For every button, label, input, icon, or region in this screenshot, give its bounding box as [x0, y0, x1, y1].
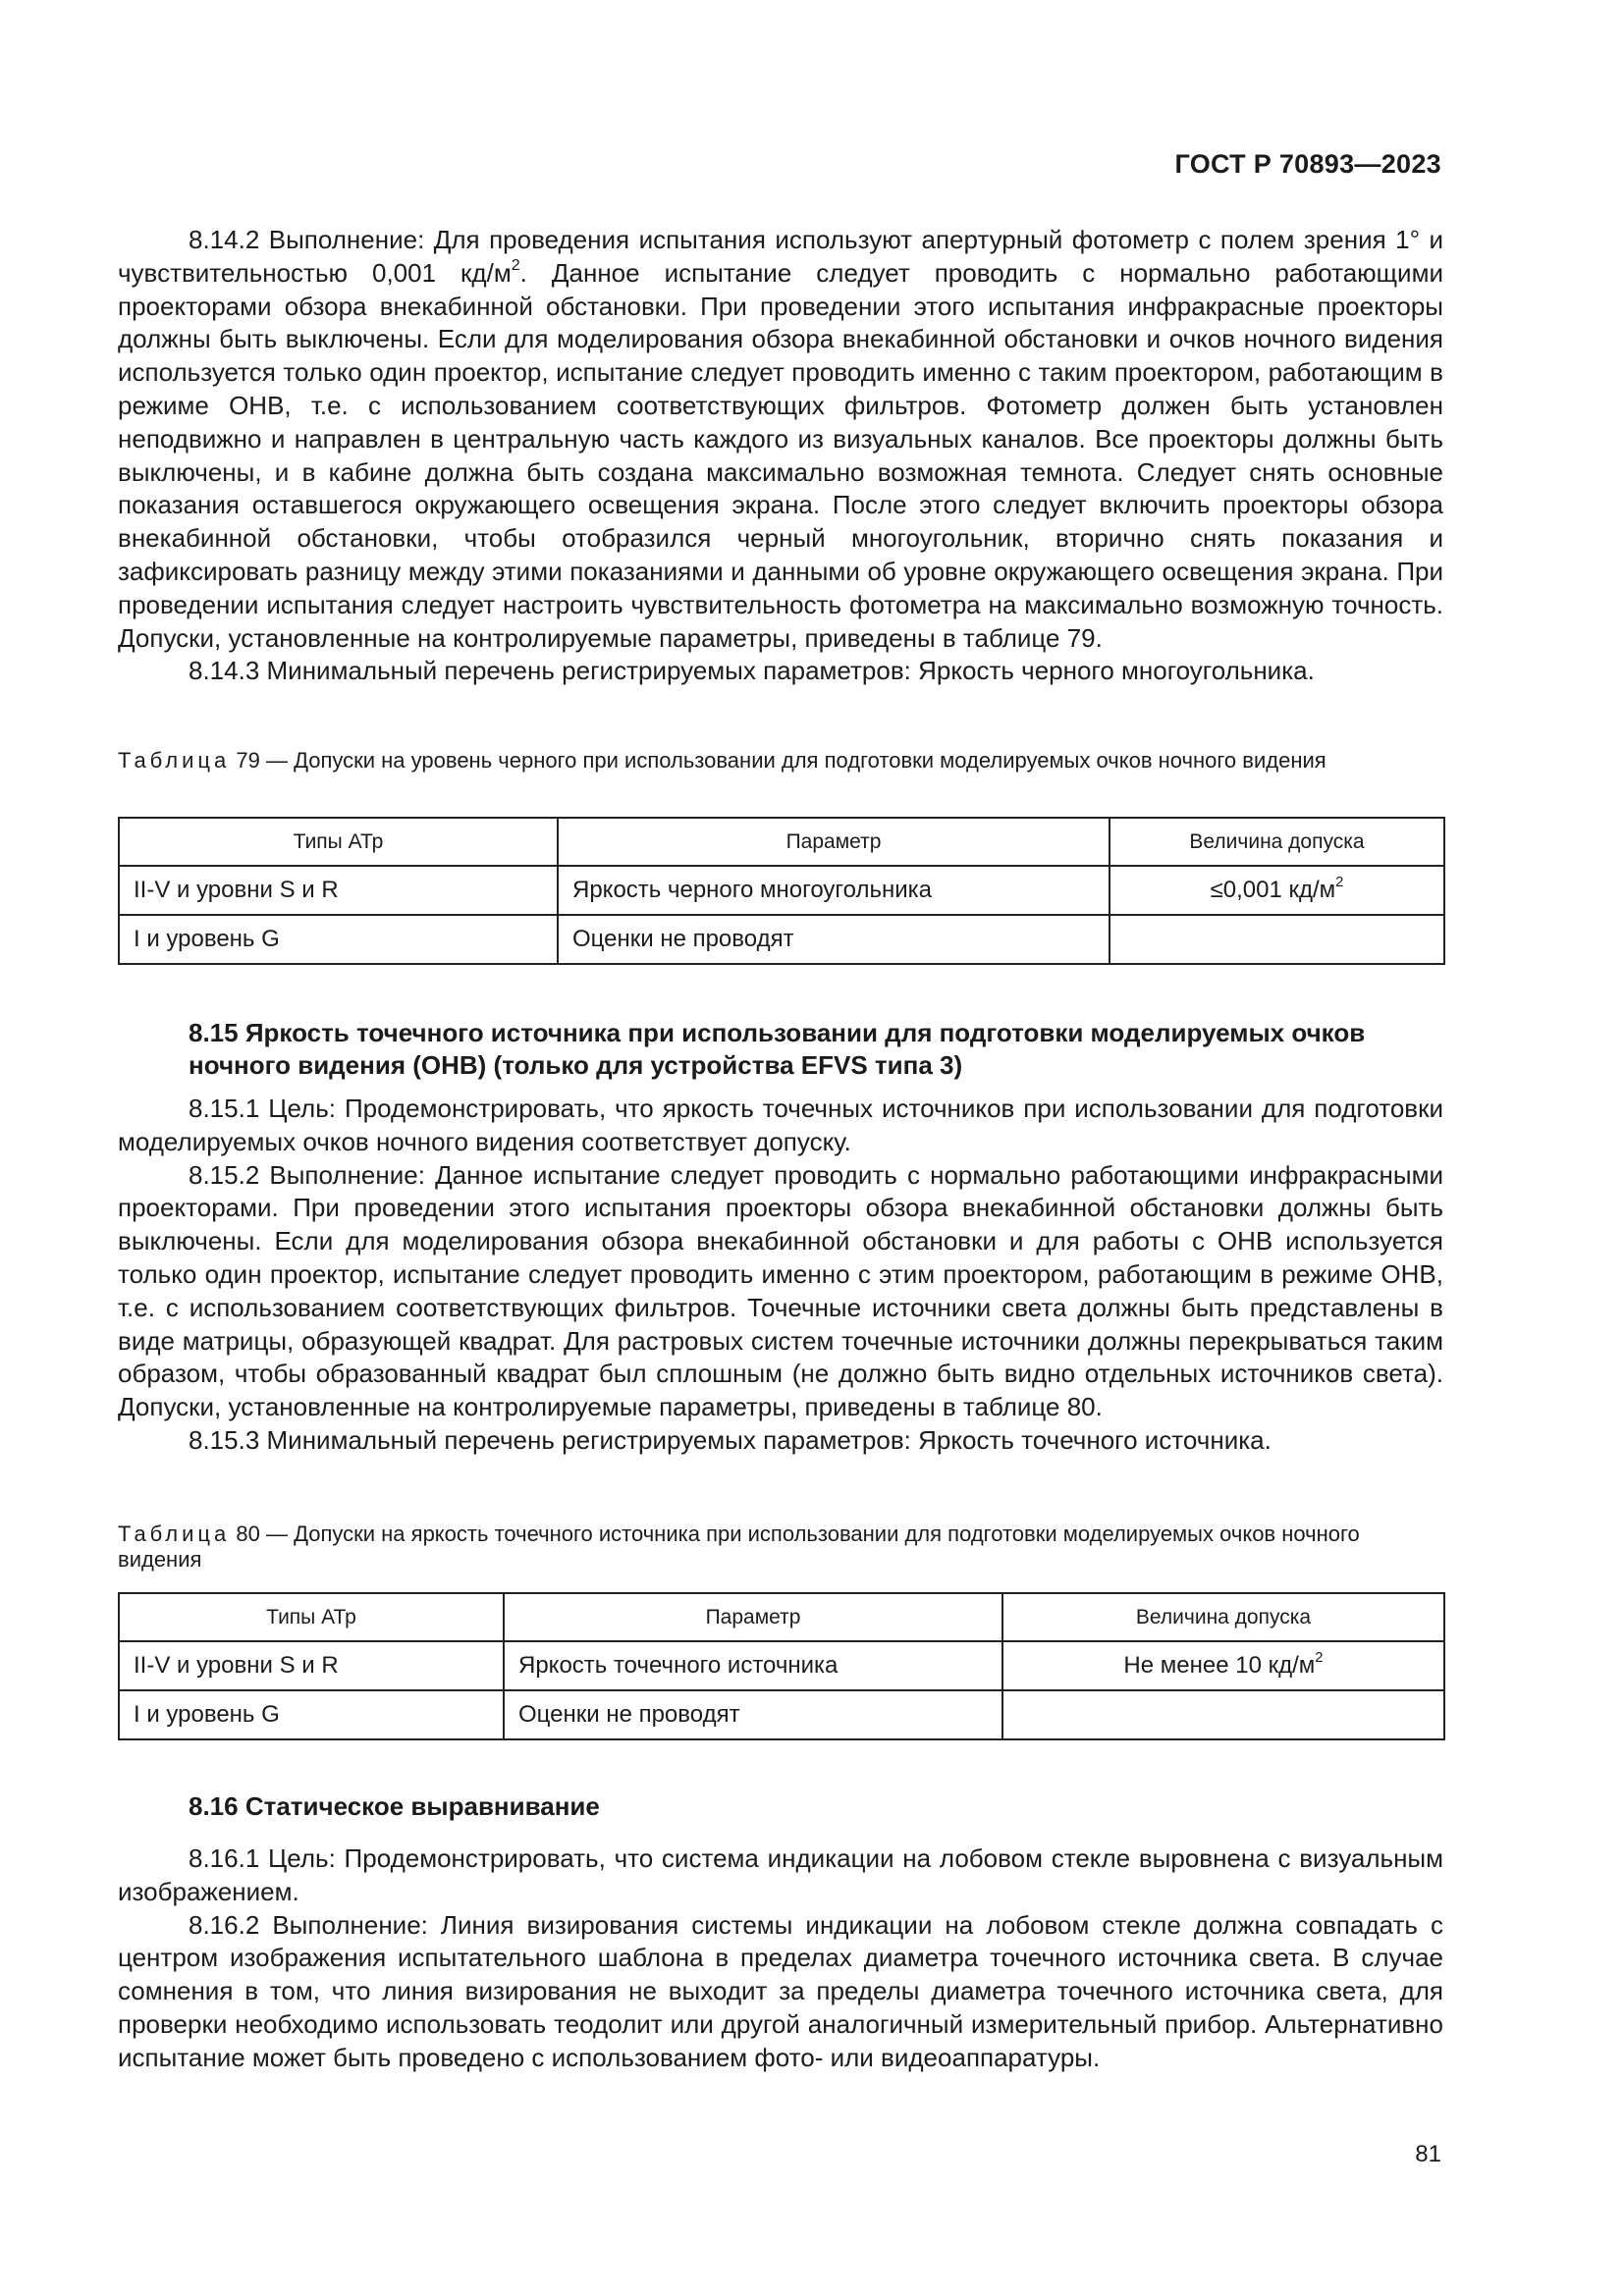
table-caption-text: 79 — Допуски на уровень черного при использовании для подготовки моделируемых очков ночного видения — [236, 748, 1326, 773]
paragraph-8-14-3: 8.14.3 Минимальный перечень регистрируемых параметров: Яркость черного многоугольника. — [189, 656, 1315, 686]
page-number: 81 — [1415, 2141, 1441, 2167]
table-row — [119, 866, 1444, 915]
cell-types: I и уровень G — [119, 1690, 504, 1739]
table-label: Таблица — [118, 1522, 231, 1546]
superscript: 2 — [511, 256, 520, 275]
standard-code: ГОСТ Р 70893—2023 — [1174, 149, 1441, 179]
cell-types: I и уровень G — [119, 915, 558, 964]
cell-types: II-V и уровни S и R — [119, 1641, 504, 1690]
table-80-caption — [118, 1522, 1443, 1573]
table-row — [119, 915, 1444, 964]
cell-parameter: Яркость точечного источника — [504, 1641, 1002, 1690]
column-header-tolerance: Величина допуска — [1002, 1593, 1444, 1641]
column-header-parameter: Параметр — [504, 1593, 1002, 1641]
cell-parameter: Оценки не проводят — [558, 915, 1110, 964]
table-row — [119, 1641, 1444, 1690]
table-80 — [118, 1592, 1443, 1740]
section-8-14-text — [118, 224, 1443, 688]
paragraph-8-14-2 — [118, 224, 1443, 655]
paragraph-8-16-1: 8.16.1 Цель: Продемонстрировать, что система индикации на лобовом стекле выровнена с визуальным изображением. — [118, 1843, 1443, 1906]
table-caption-text: 80 — Допуски на яркость точечного источника при использовании для подготовки моделируемых очков ночного видения — [118, 1522, 1360, 1572]
column-header-types: Типы АТр — [119, 1593, 504, 1641]
section-heading-8-16: 8.16 Статическое выравнивание — [189, 1791, 600, 1821]
tolerance-value: ≤0,001 кд/м — [1210, 877, 1336, 903]
superscript: 2 — [1335, 875, 1344, 890]
paragraph-8-14-2-tail: . Данное испытание следует проводить с нормально работающими проекторами обзора внекабинной обстановки. При проведении этого испытания инфракрасные проекторы должны быть выключены. Если для моделирования обзора внекабинной обстановки и очков ночного видения используется только один проектор, испытание следует проводить именно с таким проектором, работающим в режиме ОНВ, т.е. с использованием соответствующих фильтров. Фотометр должен быть установлен неподвижно и направлен в центральную часть каждого из визуальных каналов. Все проекторы должны быть выключены, и в кабине должна быть создана максимально возможная темнота. Следует снять основные показания оставшегося окружающего освещения экрана. После этого следует включить проекторы обзора внекабинной обстановки, чтобы отобразился черный многоугольник, вторично снять показания и зафиксировать разницу между этими показаниями и данными об уровне окружающего освещения экрана. При проведении испытания следует настроить чувствительность фотометра на максимально возможную точность. Допуски, установленные на контролируемые параметры, приведены в таблице 79. — [118, 257, 1443, 653]
table-79-caption — [118, 748, 1443, 774]
column-header-tolerance: Величина допуска — [1110, 818, 1444, 866]
paragraph-8-15-3: 8.15.3 Минимальный перечень регистрируемых параметров: Яркость точечного источника. — [189, 1424, 1272, 1455]
paragraph-8-14-2-text: 8.14.2 Выполнение: Для проведения испытания используют апертурный фотометр с полем зрения 1° и чувствительностью 0,001 кд/м — [118, 225, 1443, 288]
section-8-16 — [118, 1790, 1443, 2075]
paragraph-8-15-1: 8.15.1 Цель: Продемонстрировать, что яркость точечных источников при использовании для подготовки моделируемых очков ночного видения соответствует допуску. — [118, 1094, 1443, 1156]
cell-tolerance — [1110, 915, 1444, 964]
column-header-types: Типы АТр — [119, 818, 558, 866]
paragraph-8-15-2: 8.15.2 Выполнение: Данное испытание следует проводить с нормально работающими инфракрасными проекторами. При проведении этого испытания проекторы обзора внекабинной обстановки должны быть выключены. Если для моделирования обзора внекабинной обстановки и для работы с ОНВ используется только один проектор, испытание следует проводить именно с этим проектором, работающим в режиме ОНВ, т.е. с использованием соответствующих фильтров. Точечные источники света должны быть представлены в виде матрицы, образующей квадрат. Для растровых систем точечные источники должны перекрываться таким образом, чтобы образованный квадрат был сплошным (не должно быть видно отдельных источников света). Допуски, установленные на контролируемые параметры, приведены в таблице 80. — [118, 1159, 1443, 1422]
cell-parameter: Яркость черного многоугольника — [558, 866, 1110, 915]
section-heading-8-15: 8.15 Яркость точечного источника при использовании для подготовки моделируемых очков ночного видения (ОНВ) (только для устройства EFVS типа 3) — [189, 1018, 1366, 1080]
cell-tolerance — [1002, 1641, 1444, 1690]
section-8-15 — [118, 1017, 1443, 1458]
table-header-row — [119, 1593, 1444, 1641]
table-label: Таблица — [118, 748, 231, 773]
cell-tolerance — [1110, 866, 1444, 915]
cell-types: II-V и уровни S и R — [119, 866, 558, 915]
superscript: 2 — [1315, 1650, 1324, 1666]
cell-tolerance — [1002, 1690, 1444, 1739]
cell-parameter: Оценки не проводят — [504, 1690, 1002, 1739]
tolerance-value: Не менее 10 кд/м — [1123, 1652, 1316, 1679]
table-79 — [118, 817, 1443, 965]
table-header-row — [119, 818, 1444, 866]
table-row — [119, 1690, 1444, 1739]
paragraph-8-16-2: 8.16.2 Выполнение: Линия визирования системы индикации на лобовом стекле должна совпадать с центром изображения испытательного шаблона в пределах диаметра точечного источника света. В случае сомнения в том, что линия визирования не выходит за пределы диаметра точечного источника света, для проверки необходимо использовать теодолит или другой аналогичный измерительный прибор. Альтернативно испытание может быть проведено с использованием фото- или видеоаппаратуры. — [118, 1909, 1443, 2072]
column-header-parameter: Параметр — [558, 818, 1110, 866]
